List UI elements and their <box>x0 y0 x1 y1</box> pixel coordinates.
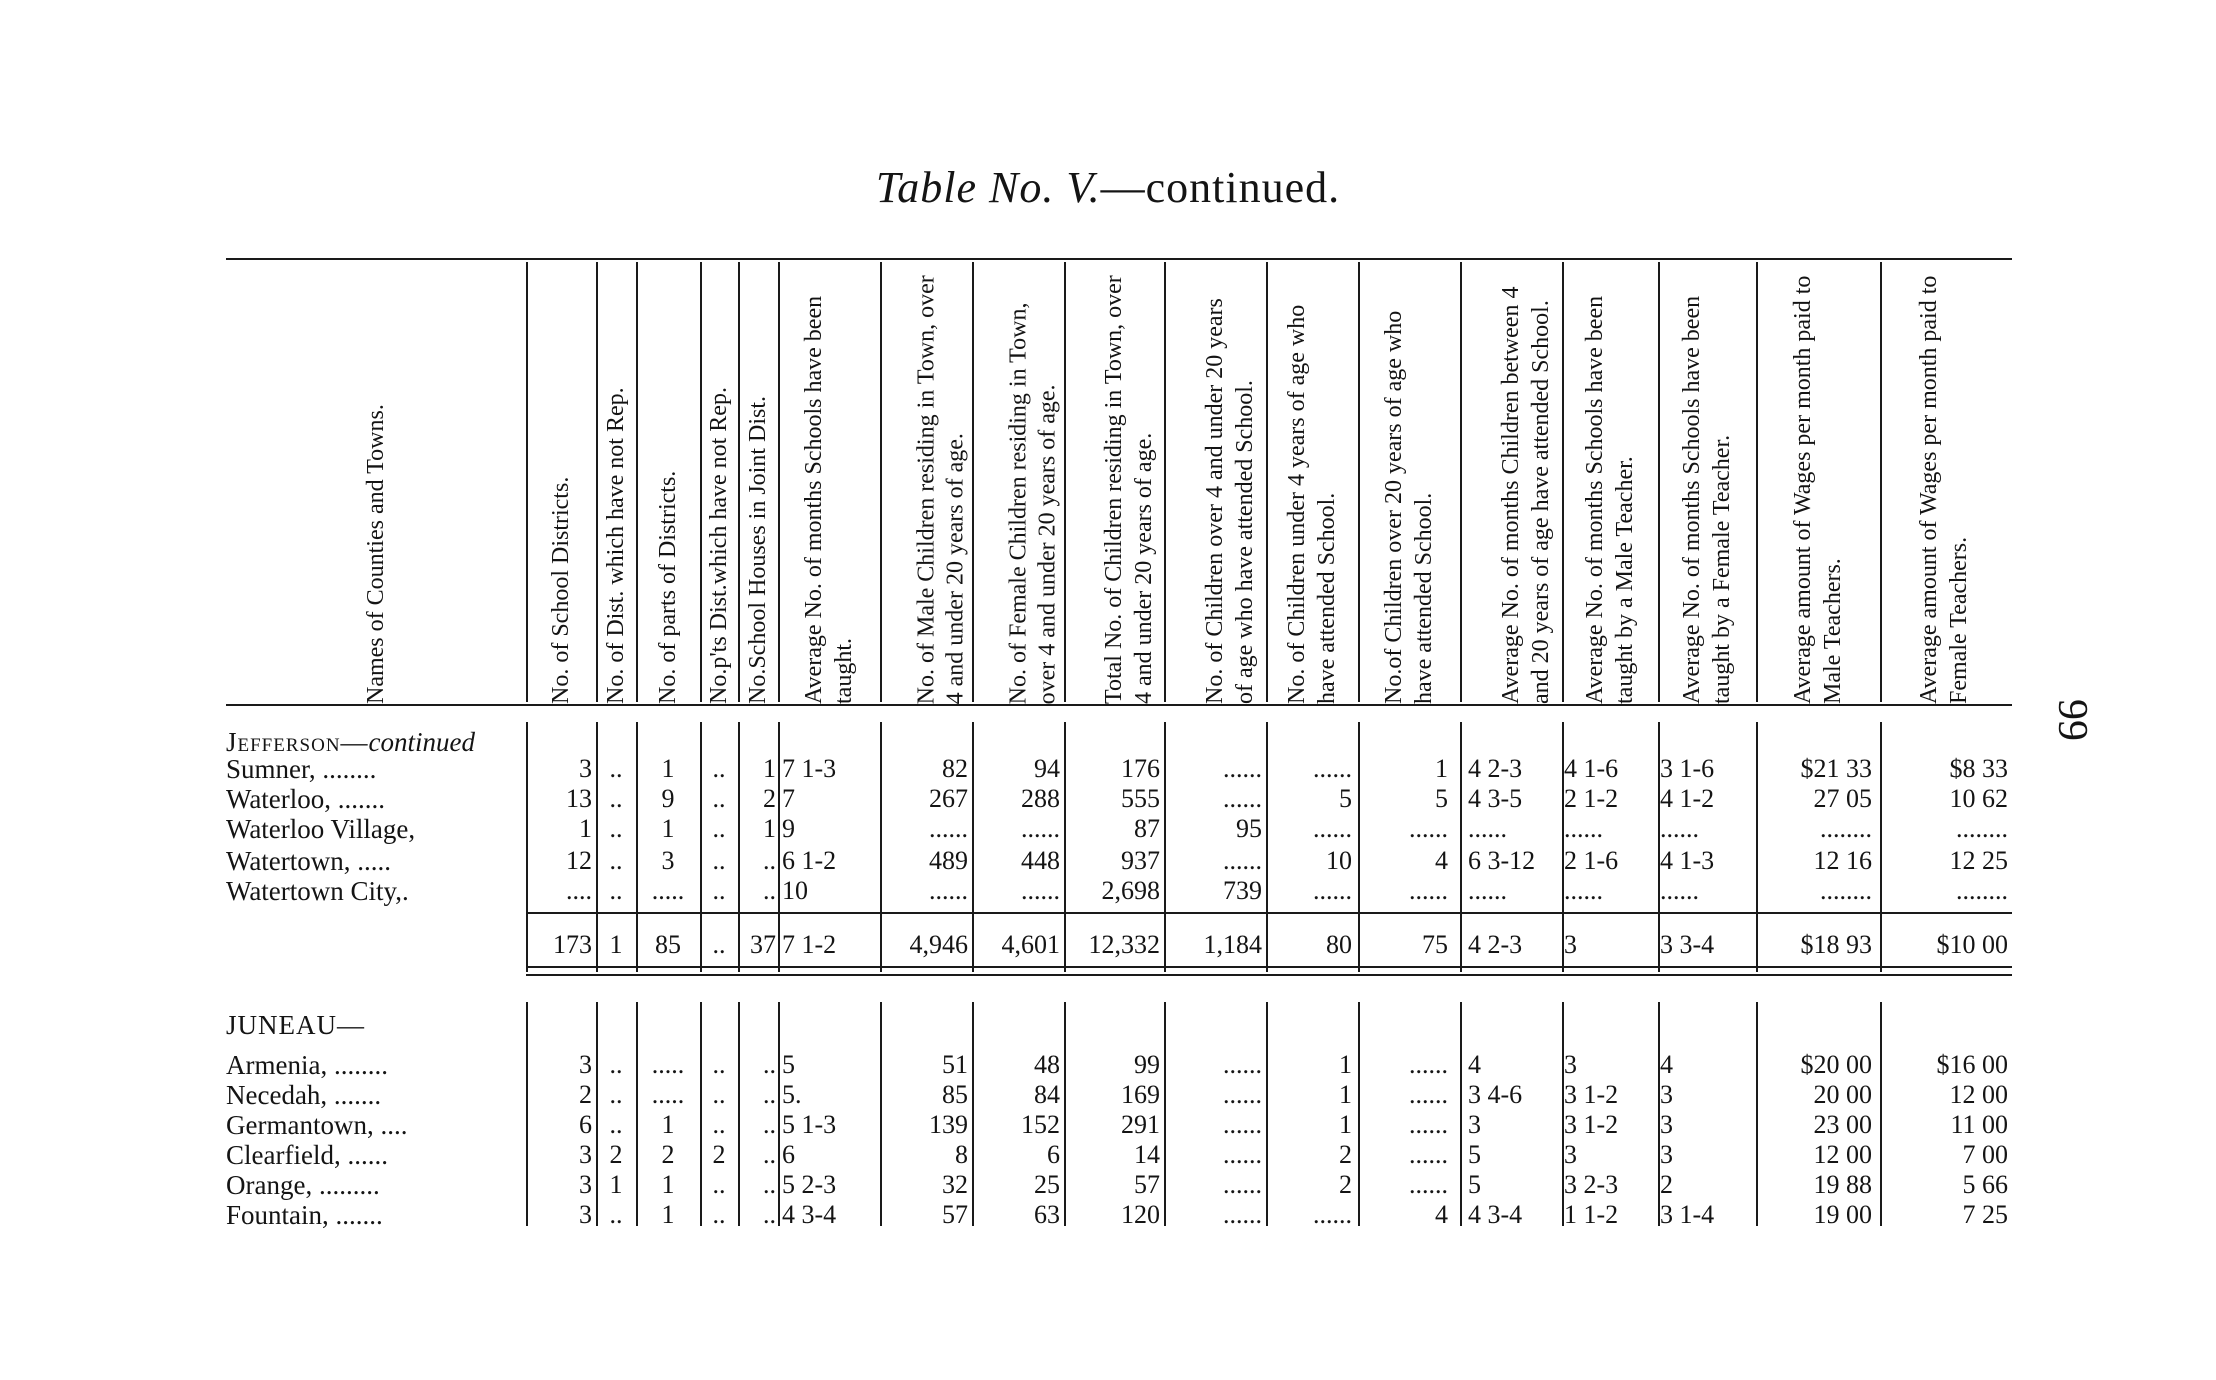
cell-attended-4-20: ...... <box>1223 1140 1262 1169</box>
cell-male-wages: ........ <box>1820 814 1872 843</box>
column-header <box>778 266 880 704</box>
cell-months-taught: 7 <box>782 784 795 813</box>
cell-months-female-teacher: ...... <box>1660 814 1699 843</box>
cell-attended-over-20: 5 <box>1435 784 1448 813</box>
group-label-row <box>0 727 2216 757</box>
cell-attended-over-20: 75 <box>1422 930 1448 959</box>
cell-months-attended: 4 <box>1468 1050 1481 1079</box>
cell-attended-4-20: 739 <box>1223 876 1262 905</box>
total-row <box>0 930 2216 960</box>
cell-dist-not-rep: .. <box>609 1110 623 1139</box>
cell-female-children: 84 <box>1034 1080 1060 1109</box>
cell-months-taught: 4 3-4 <box>782 1200 837 1229</box>
cell-town-name: Germantown, .... <box>226 1110 408 1140</box>
total-bottom-rule-2 <box>526 974 2012 976</box>
table-row <box>0 1110 2216 1140</box>
cell-attended-under-4: 2 <box>1339 1170 1352 1199</box>
cell-months-attended: 4 3-5 <box>1468 784 1523 813</box>
cell-total-children: 555 <box>1121 784 1160 813</box>
cell-male-wages: $20 00 <box>1800 1050 1872 1079</box>
cell-female-wages: ........ <box>1956 876 2008 905</box>
column-header <box>1562 266 1658 704</box>
column-header <box>880 266 972 704</box>
cell-months-female-teacher: 3 <box>1660 1080 1673 1109</box>
cell-months-female-teacher: 3 <box>1660 1110 1673 1139</box>
cell-months-male-teacher: 3 1-2 <box>1564 1110 1619 1139</box>
cell-months-male-teacher: ...... <box>1564 876 1603 905</box>
cell-dist-not-rep: .. <box>609 1080 623 1109</box>
cell-months-male-teacher: 3 1-2 <box>1564 1080 1619 1109</box>
table-row <box>0 1200 2216 1230</box>
cell-attended-under-4: 5 <box>1339 784 1352 813</box>
cell-attended-over-20: ...... <box>1409 814 1448 843</box>
cell-attended-under-4: ...... <box>1313 1200 1352 1229</box>
cell-parts-of-districts: 1 <box>661 1200 675 1229</box>
cell-town-name: Waterloo Village, <box>226 814 416 844</box>
cell-female-children: ...... <box>1021 876 1060 905</box>
cell-joint-school-houses: .. <box>763 1110 776 1139</box>
cell-town-name <box>226 930 526 960</box>
cell-months-male-teacher: 3 <box>1564 1050 1577 1079</box>
column-header <box>1880 266 2008 704</box>
cell-total-children: 57 <box>1134 1170 1160 1199</box>
cell-months-female-teacher: 4 <box>1660 1050 1673 1079</box>
cell-school-districts: 1 <box>579 814 592 843</box>
cell-female-wages: 5 66 <box>1962 1170 2008 1199</box>
column-header <box>1460 266 1562 704</box>
cell-male-wages: 12 00 <box>1813 1140 1872 1169</box>
cell-attended-under-4: 1 <box>1339 1110 1352 1139</box>
cell-parts-not-rep: .. <box>712 876 726 905</box>
cell-joint-school-houses: .. <box>763 1050 776 1079</box>
table-row <box>0 846 2216 876</box>
cell-months-male-teacher: 2 1-6 <box>1564 846 1619 875</box>
cell-attended-under-4: 10 <box>1326 846 1352 875</box>
table-row <box>0 1050 2216 1080</box>
cell-female-children: 448 <box>1021 846 1060 875</box>
total-bottom-rule-1 <box>526 966 2012 968</box>
cell-months-female-teacher: 3 1-6 <box>1660 754 1715 783</box>
cell-joint-school-houses: .. <box>763 1080 776 1109</box>
cell-town-name: Fountain, ....... <box>226 1200 383 1230</box>
cell-joint-school-houses: 1 <box>763 814 776 843</box>
column-header-text: No. of Male Children residing in Town, over 4 and under 20 years of age. <box>913 274 969 704</box>
cell-female-wages: 10 62 <box>1949 784 2008 813</box>
column-header <box>1658 266 1756 704</box>
cell-total-children: 99 <box>1134 1050 1160 1079</box>
cell-months-male-teacher: 3 2-3 <box>1564 1170 1619 1199</box>
cell-parts-not-rep: .. <box>712 846 726 875</box>
cell-school-districts: 3 <box>579 1050 592 1079</box>
cell-female-wages: $10 00 <box>1936 930 2008 959</box>
cell-total-children: 87 <box>1134 814 1160 843</box>
table-row <box>0 754 2216 784</box>
column-header-text: Total No. of Children residing in Town, over 4 and under 20 years of age. <box>1101 275 1157 704</box>
cell-dist-not-rep: 1 <box>609 930 623 959</box>
cell-male-wages: 12 16 <box>1813 846 1872 875</box>
cell-dist-not-rep: .. <box>609 784 623 813</box>
column-header-text: No. of Children under 4 years of age who have attended School. <box>1284 304 1340 704</box>
table-row <box>0 1140 2216 1170</box>
cell-attended-4-20: 95 <box>1236 814 1262 843</box>
cell-parts-of-districts: 1 <box>661 1170 675 1199</box>
cell-attended-under-4: 1 <box>1339 1050 1352 1079</box>
cell-months-taught: 7 1-3 <box>782 754 837 783</box>
cell-attended-under-4: ...... <box>1313 814 1352 843</box>
cell-male-children: 57 <box>942 1200 968 1229</box>
cell-male-children: 8 <box>955 1140 968 1169</box>
cell-male-wages: 19 00 <box>1813 1200 1872 1229</box>
column-header-text: No.p'ts Dist.which have not Rep. <box>706 387 732 704</box>
cell-months-taught: 9 <box>782 814 795 843</box>
cell-attended-4-20: ...... <box>1223 784 1262 813</box>
column-header <box>700 266 738 704</box>
column-header <box>636 266 700 704</box>
cell-male-children: 85 <box>942 1080 968 1109</box>
column-header-text: No. of Female Children residing in Town, over 4 and under 20 years of age. <box>1005 302 1061 704</box>
cell-months-male-teacher: 2 1-2 <box>1564 784 1619 813</box>
column-header-text: No. of Children over 4 and under 20 years of age who have attended School. <box>1202 298 1258 704</box>
cell-months-attended: 4 2-3 <box>1468 754 1523 783</box>
cell-attended-under-4: 80 <box>1326 930 1352 959</box>
cell-months-attended: 6 3-12 <box>1468 846 1536 875</box>
column-header <box>972 266 1064 704</box>
county-label <box>226 727 546 757</box>
cell-male-wages: 23 00 <box>1813 1110 1872 1139</box>
cell-town-name: Clearfield, ...... <box>226 1140 388 1170</box>
cell-female-wages: 12 00 <box>1949 1080 2008 1109</box>
cell-female-wages: 7 00 <box>1962 1140 2008 1169</box>
cell-parts-of-districts: 9 <box>661 784 675 813</box>
header-bottom-rule <box>226 704 2012 706</box>
cell-female-wages: $8 33 <box>1949 754 2008 783</box>
cell-months-female-teacher: 3 <box>1660 1140 1673 1169</box>
cell-female-children: 152 <box>1021 1110 1060 1139</box>
cell-female-wages: 11 00 <box>1950 1110 2008 1139</box>
column-header <box>1064 266 1164 704</box>
cell-attended-over-20: 1 <box>1435 754 1448 783</box>
cell-female-children: 63 <box>1034 1200 1060 1229</box>
county-label <box>226 1010 546 1040</box>
cell-parts-not-rep: .. <box>712 930 726 959</box>
cell-months-attended: 3 <box>1468 1110 1481 1139</box>
cell-female-children: 4,601 <box>1001 930 1060 959</box>
cell-attended-under-4: 2 <box>1339 1140 1352 1169</box>
cell-months-taught: 6 1-2 <box>782 846 837 875</box>
cell-attended-4-20: ...... <box>1223 1110 1262 1139</box>
cell-school-districts: 173 <box>553 930 592 959</box>
cell-joint-school-houses: 1 <box>763 754 776 783</box>
table-row <box>0 814 2216 844</box>
column-header <box>1164 266 1266 704</box>
cell-attended-over-20: 4 <box>1435 1200 1448 1229</box>
cell-town-name: Sumner, ........ <box>226 754 377 784</box>
cell-parts-of-districts: 85 <box>655 930 681 959</box>
cell-total-children: 291 <box>1121 1110 1160 1139</box>
cell-male-children: 4,946 <box>909 930 968 959</box>
cell-male-wages: 27 05 <box>1813 784 1872 813</box>
cell-joint-school-houses: .. <box>763 876 776 905</box>
cell-joint-school-houses: .. <box>763 1140 776 1169</box>
cell-female-wages: ........ <box>1956 814 2008 843</box>
cell-joint-school-houses: 2 <box>763 784 776 813</box>
column-header <box>526 266 596 704</box>
cell-dist-not-rep: .. <box>609 876 623 905</box>
cell-male-children: 32 <box>942 1170 968 1199</box>
cell-parts-not-rep: .. <box>712 814 726 843</box>
cell-attended-over-20: ...... <box>1409 1140 1448 1169</box>
cell-dist-not-rep: .. <box>609 754 623 783</box>
cell-total-children: 2,698 <box>1101 876 1160 905</box>
cell-male-children: 51 <box>942 1050 968 1079</box>
county-continued: continued <box>368 727 476 757</box>
cell-months-female-teacher: 2 <box>1660 1170 1673 1199</box>
cell-total-children: 169 <box>1121 1080 1160 1109</box>
column-header-text: No.School Houses in Joint Dist. <box>745 395 771 704</box>
top-rule <box>226 258 2012 260</box>
cell-months-taught: 5 1-3 <box>782 1110 837 1139</box>
cell-total-children: 937 <box>1121 846 1160 875</box>
cell-months-taught: 5. <box>782 1080 802 1109</box>
cell-months-male-teacher: 4 1-6 <box>1564 754 1619 783</box>
cell-school-districts: 6 <box>579 1110 592 1139</box>
cell-joint-school-houses: .. <box>763 846 776 875</box>
cell-school-districts: 12 <box>566 846 592 875</box>
cell-months-male-teacher: 1 1-2 <box>1564 1200 1619 1229</box>
cell-attended-4-20: ...... <box>1223 1080 1262 1109</box>
page-number: 99 <box>2049 699 2095 741</box>
cell-parts-not-rep: .. <box>712 1200 726 1229</box>
cell-months-attended: 3 4-6 <box>1468 1080 1523 1109</box>
cell-attended-under-4: ...... <box>1313 754 1352 783</box>
cell-parts-of-districts: 1 <box>661 754 675 783</box>
cell-attended-under-4: ...... <box>1313 876 1352 905</box>
cell-months-female-teacher: 4 1-3 <box>1660 846 1715 875</box>
table-title <box>0 162 2216 213</box>
cell-female-children: 25 <box>1034 1170 1060 1199</box>
cell-attended-4-20: 1,184 <box>1203 930 1262 959</box>
cell-months-female-teacher: 3 3-4 <box>1660 930 1715 959</box>
cell-parts-not-rep: .. <box>712 1080 726 1109</box>
table-title-continued: —continued. <box>1100 163 1341 212</box>
cell-school-districts: 3 <box>579 1200 592 1229</box>
cell-months-taught: 10 <box>782 876 808 905</box>
cell-months-taught: 5 2-3 <box>782 1170 837 1199</box>
column-header <box>738 266 778 704</box>
column-header-text: No. of parts of Districts. <box>655 470 681 704</box>
cell-female-wages: 7 25 <box>1962 1200 2008 1229</box>
cell-town-name: Armenia, ........ <box>226 1050 388 1080</box>
cell-parts-not-rep: 2 <box>712 1140 726 1169</box>
cell-attended-4-20: ...... <box>1223 1050 1262 1079</box>
cell-months-female-teacher: 3 1-4 <box>1660 1200 1715 1229</box>
cell-school-districts: 3 <box>579 754 592 783</box>
cell-dist-not-rep: .. <box>609 1050 623 1079</box>
cell-school-districts: 13 <box>566 784 592 813</box>
cell-joint-school-houses: 37 <box>750 930 776 959</box>
cell-months-attended: 4 2-3 <box>1468 930 1523 959</box>
table-row <box>0 784 2216 814</box>
cell-male-wages: $18 93 <box>1800 930 1872 959</box>
county-name: JUNEAU— <box>226 1010 365 1040</box>
column-header-text: No. of School Districts. <box>548 476 574 704</box>
table-row <box>0 1080 2216 1110</box>
cell-parts-not-rep: .. <box>712 784 726 813</box>
cell-total-children: 120 <box>1121 1200 1160 1229</box>
cell-town-name: Orange, ......... <box>226 1170 380 1200</box>
cell-months-attended: ...... <box>1468 876 1507 905</box>
column-header-text: Average No. of months Schools have been taught by a Male Teacher. <box>1582 295 1638 704</box>
column-header-text: Average No. of months Schools have been taught. <box>801 295 857 704</box>
cell-dist-not-rep: 2 <box>609 1140 623 1169</box>
cell-total-children: 14 <box>1134 1140 1160 1169</box>
cell-parts-not-rep: .. <box>712 754 726 783</box>
cell-female-children: ...... <box>1021 814 1060 843</box>
total-top-rule <box>526 912 2012 914</box>
cell-male-children: 139 <box>929 1110 968 1139</box>
cell-months-attended: ...... <box>1468 814 1507 843</box>
cell-male-wages: $21 33 <box>1800 754 1872 783</box>
cell-town-name: Watertown City,. <box>226 876 409 906</box>
cell-joint-school-houses: .. <box>763 1170 776 1199</box>
cell-parts-not-rep: .. <box>712 1050 726 1079</box>
cell-total-children: 12,332 <box>1088 930 1160 959</box>
column-header <box>1266 266 1358 704</box>
table-title-number: Table No. V. <box>875 163 1101 212</box>
cell-parts-of-districts: ..... <box>651 1050 685 1079</box>
cell-parts-of-districts: ..... <box>651 1080 685 1109</box>
cell-male-wages: 20 00 <box>1813 1080 1872 1109</box>
cell-school-districts: 3 <box>579 1140 592 1169</box>
column-header <box>1358 266 1460 704</box>
column-header <box>596 266 636 704</box>
cell-female-children: 48 <box>1034 1050 1060 1079</box>
cell-attended-over-20: ...... <box>1409 1080 1448 1109</box>
cell-months-taught: 5 <box>782 1050 795 1079</box>
cell-female-wages: $16 00 <box>1936 1050 2008 1079</box>
column-header-text: No.of Children over 20 years of age who have attended School. <box>1381 310 1437 704</box>
column-header <box>226 266 526 704</box>
cell-dist-not-rep: .. <box>609 846 623 875</box>
cell-months-female-teacher: 4 1-2 <box>1660 784 1715 813</box>
cell-female-wages: 12 25 <box>1949 846 2008 875</box>
table-row <box>0 876 2216 906</box>
cell-parts-of-districts: ..... <box>651 876 685 905</box>
column-header-text: Names of Counties and Towns. <box>363 404 389 704</box>
column-header-text: Average amount of Wages per month paid to Female Teachers. <box>1916 275 1972 704</box>
cell-attended-4-20: ...... <box>1223 754 1262 783</box>
cell-total-children: 176 <box>1121 754 1160 783</box>
cell-male-children: ...... <box>929 814 968 843</box>
group-label-row <box>0 1010 2216 1040</box>
cell-dist-not-rep: .. <box>609 1200 623 1229</box>
cell-months-attended: 4 3-4 <box>1468 1200 1523 1229</box>
cell-parts-of-districts: 1 <box>661 814 675 843</box>
cell-school-districts: 3 <box>579 1170 592 1199</box>
cell-attended-over-20: ...... <box>1409 1170 1448 1199</box>
cell-months-male-teacher: ...... <box>1564 814 1603 843</box>
cell-months-male-teacher: 3 <box>1564 930 1577 959</box>
cell-male-children: 489 <box>929 846 968 875</box>
cell-attended-4-20: ...... <box>1223 846 1262 875</box>
cell-attended-over-20: ...... <box>1409 1050 1448 1079</box>
cell-town-name: Watertown, ..... <box>226 846 392 876</box>
county-name: Jefferson— <box>226 727 369 757</box>
cell-male-wages: 19 88 <box>1813 1170 1872 1199</box>
column-header <box>1756 266 1880 704</box>
cell-parts-of-districts: 2 <box>661 1140 675 1169</box>
cell-male-children: ...... <box>929 876 968 905</box>
cell-months-attended: 5 <box>1468 1170 1481 1199</box>
cell-parts-not-rep: .. <box>712 1110 726 1139</box>
cell-female-children: 6 <box>1047 1140 1060 1169</box>
cell-months-male-teacher: 3 <box>1564 1140 1577 1169</box>
column-header-text: Average No. of months Schools have been taught by a Female Teacher. <box>1679 295 1735 704</box>
cell-female-children: 94 <box>1034 754 1060 783</box>
cell-female-children: 288 <box>1021 784 1060 813</box>
cell-town-name: Waterloo, ....... <box>226 784 386 814</box>
cell-attended-under-4: 1 <box>1339 1080 1352 1109</box>
cell-months-taught: 6 <box>782 1140 795 1169</box>
cell-attended-4-20: ...... <box>1223 1200 1262 1229</box>
cell-attended-over-20: 4 <box>1435 846 1448 875</box>
cell-months-attended: 5 <box>1468 1140 1481 1169</box>
cell-attended-over-20: ...... <box>1409 1110 1448 1139</box>
cell-months-female-teacher: ...... <box>1660 876 1699 905</box>
column-header-text: No. of Dist. which have not Rep. <box>603 387 629 704</box>
cell-town-name: Necedah, ....... <box>226 1080 382 1110</box>
cell-school-districts: 2 <box>579 1080 592 1109</box>
cell-dist-not-rep: .. <box>609 814 623 843</box>
cell-school-districts: .... <box>566 876 592 905</box>
cell-male-children: 82 <box>942 754 968 783</box>
cell-attended-4-20: ...... <box>1223 1170 1262 1199</box>
cell-dist-not-rep: 1 <box>609 1170 623 1199</box>
cell-joint-school-houses: .. <box>763 1200 776 1229</box>
cell-parts-of-districts: 3 <box>661 846 675 875</box>
cell-male-children: 267 <box>929 784 968 813</box>
cell-parts-not-rep: .. <box>712 1170 726 1199</box>
table-row <box>0 1170 2216 1200</box>
column-header-text: Average amount of Wages per month paid to Male Teachers. <box>1790 275 1846 704</box>
cell-months-taught: 7 1-2 <box>782 930 837 959</box>
cell-male-wages: ........ <box>1820 876 1872 905</box>
column-header-text: Average No. of months Children between 4 and 20 years of age have attended School. <box>1498 286 1554 704</box>
cell-parts-of-districts: 1 <box>661 1110 675 1139</box>
cell-attended-over-20: ...... <box>1409 876 1448 905</box>
